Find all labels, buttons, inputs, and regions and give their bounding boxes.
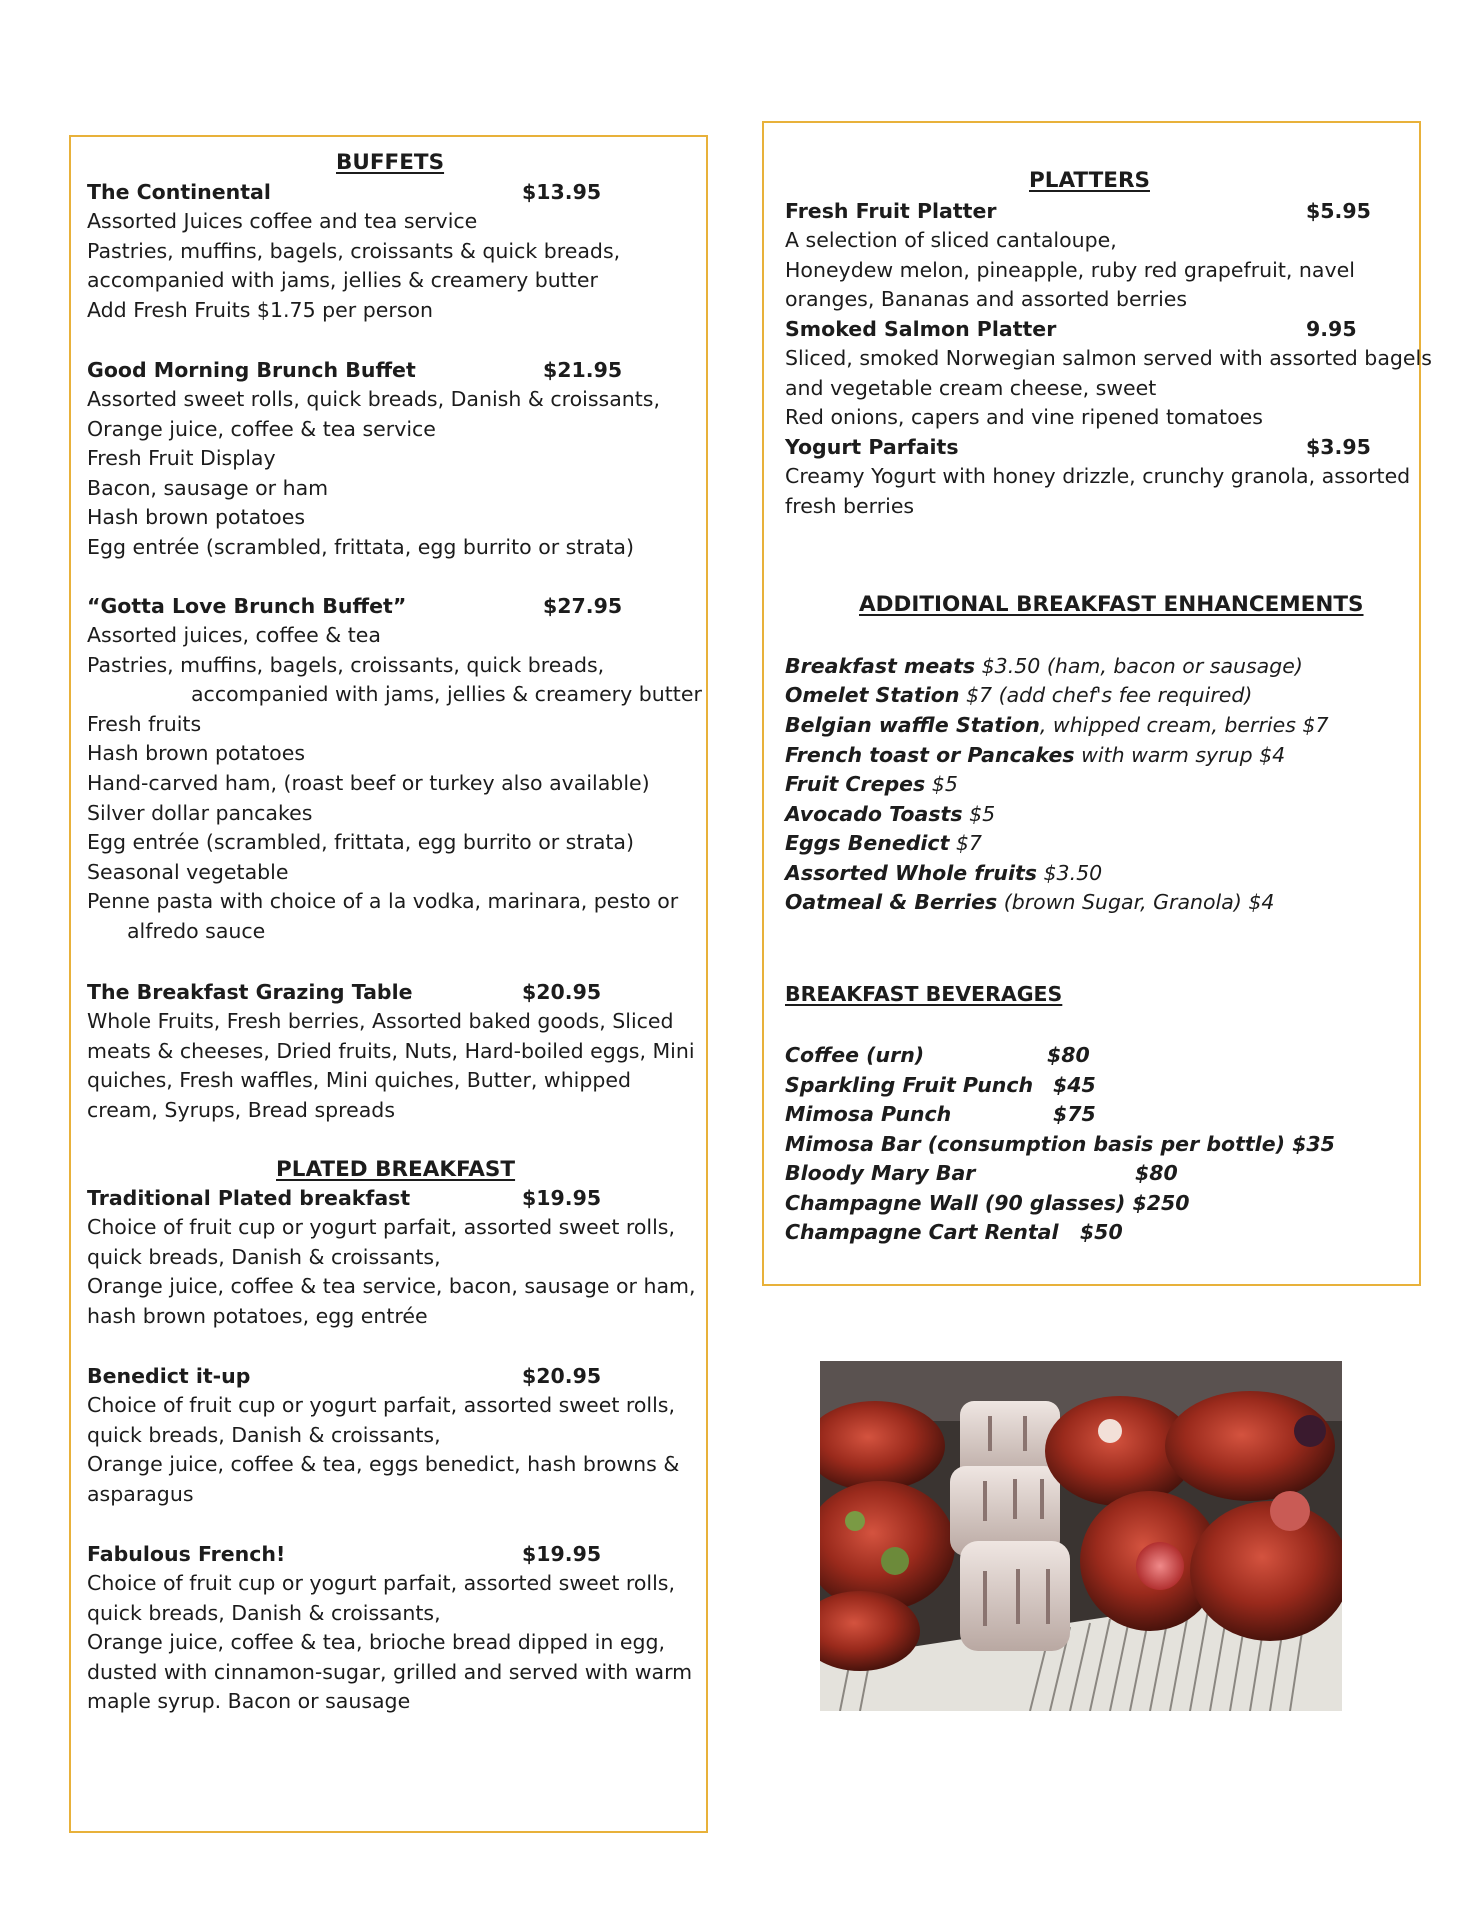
fruit-platter-description	[785, 226, 1355, 315]
salmon-platter-title: Smoked Salmon Platter	[785, 317, 1057, 341]
enhancement-detail: $3.50 (ham, bacon or sausage)	[975, 654, 1303, 678]
enhancement-item	[785, 652, 1303, 682]
enhancement-item	[785, 711, 1329, 741]
yogurt-parfaits-description	[785, 462, 1410, 521]
enhancement-name: Avocado Toasts	[785, 802, 963, 826]
description-line: Bacon, sausage or ham	[87, 475, 329, 500]
beverage-price: $45	[1053, 1073, 1096, 1097]
enhancement-detail: $3.50	[1037, 861, 1103, 885]
description-line: oranges, Bananas and assorted berries	[785, 287, 1188, 312]
good-morning-description	[87, 385, 660, 563]
fabulous-french-description	[87, 1569, 692, 1717]
yogurt-parfaits-title: Yogurt Parfaits	[785, 435, 959, 459]
enhancement-detail: $5	[925, 772, 958, 796]
beverage-price: $80	[1047, 1043, 1090, 1067]
description-line: Whole Fruits, Fresh berries, Assorted baked goods, Sliced	[87, 1009, 674, 1033]
enhancement-item	[785, 741, 1285, 771]
enhancement-detail: $7	[949, 831, 982, 855]
description-line: Creamy Yogurt with honey drizzle, crunchy granola, assorted	[785, 464, 1411, 488]
continental-title: The Continental	[87, 180, 271, 204]
description-line: Choice of fruit cup or yogurt parfait, assorted sweet rolls,	[87, 1571, 676, 1595]
description-line: Hash brown potatoes	[87, 505, 306, 530]
beverage-price: $35	[1292, 1132, 1335, 1156]
salmon-platter-description	[785, 344, 1432, 433]
enhancement-detail: , whipped cream, berries $7	[1039, 713, 1329, 737]
description-line: Assorted juices, coffee & tea	[87, 623, 381, 647]
grazing-table-price: $20.95	[522, 980, 602, 1004]
description-line: alfredo sauce	[127, 918, 266, 943]
grazing-table-title: The Breakfast Grazing Table	[87, 980, 413, 1004]
description-line: cream, Syrups, Bread spreads	[87, 1097, 396, 1122]
description-line: quiches, Fresh waffles, Mini quiches, Butter, whipped	[87, 1068, 632, 1093]
description-line: Pastries, muffins, bagels, croissants & quick breads,	[87, 238, 621, 263]
description-line: A selection of sliced cantaloupe,	[785, 228, 1117, 252]
enhancement-item	[785, 800, 995, 830]
beverage-item	[785, 1189, 1190, 1219]
description-line: quick breads, Danish & croissants,	[87, 1600, 441, 1625]
description-line: Fresh fruits	[87, 711, 202, 736]
traditional-plated-description	[87, 1213, 696, 1331]
description-line: Pastries, muffins, bagels, croissants, quick breads,	[87, 652, 605, 677]
description-line: Seasonal vegetable	[87, 859, 289, 884]
enhancement-name: Eggs Benedict	[785, 831, 950, 855]
platters-heading: PLATTERS	[1029, 168, 1150, 193]
description-line: Sliced, smoked Norwegian salmon served with assorted bagels	[785, 346, 1432, 370]
enhancement-name: Breakfast meats	[785, 654, 976, 678]
description-line: hash brown potatoes, egg entrée	[87, 1303, 428, 1328]
description-line: Hash brown potatoes	[87, 741, 306, 766]
good-morning-price: $21.95	[543, 358, 623, 382]
beverage-item	[785, 1130, 1335, 1160]
traditional-plated-title: Traditional Plated breakfast	[87, 1186, 411, 1210]
description-line: accompanied with jams, jellies & creamery butter	[87, 268, 598, 293]
description-line: and vegetable cream cheese, sweet	[785, 375, 1157, 400]
beverage-name: Champagne Wall (90 glasses)	[785, 1191, 1126, 1215]
continental-price: $13.95	[522, 180, 602, 204]
enhancement-item	[785, 888, 1274, 918]
description-line: Egg entrée (scrambled, frittata, egg burrito or strata)	[87, 830, 634, 855]
benedict-description	[87, 1391, 679, 1509]
pastries-photo	[820, 1361, 1342, 1711]
plated-breakfast-heading: PLATED BREAKFAST	[276, 1157, 516, 1182]
beverages-heading: BREAKFAST BEVERAGES	[785, 982, 1063, 1006]
benedict-price: $20.95	[522, 1364, 602, 1388]
description-line: dusted with cinnamon-sugar, grilled and served with warm	[87, 1659, 693, 1684]
continental-description	[87, 207, 620, 325]
description-line: Hand-carved ham, (roast beef or turkey also available)	[87, 770, 650, 795]
buffets-heading: BUFFETS	[336, 150, 445, 175]
description-line: quick breads, Danish & croissants,	[87, 1422, 441, 1447]
enhancement-item	[785, 829, 982, 859]
beverage-name: Bloody Mary Bar	[785, 1161, 976, 1185]
fabulous-french-title: Fabulous French!	[87, 1542, 286, 1566]
beverage-name: Champagne Cart Rental	[785, 1220, 1059, 1244]
gotta-love-price: $27.95	[543, 594, 623, 618]
description-line: meats & cheeses, Dried fruits, Nuts, Hard-boiled eggs, Mini	[87, 1038, 695, 1063]
enhancement-name: Belgian waffle Station	[785, 713, 1040, 737]
beverage-price: $50	[1079, 1220, 1123, 1244]
description-line: accompanied with jams, jellies & creamery butter	[191, 682, 702, 707]
description-line: Fresh Fruit Display	[87, 446, 276, 471]
enhancements-heading: ADDITIONAL BREAKFAST ENHANCEMENTS	[859, 592, 1364, 617]
beverage-item	[785, 1218, 1123, 1248]
salmon-platter-price: 9.95	[1306, 317, 1357, 341]
fabulous-french-price: $19.95	[522, 1542, 602, 1566]
description-line: fresh berries	[785, 493, 915, 518]
description-line: Orange juice, coffee & tea service	[87, 416, 436, 441]
gotta-love-description	[87, 621, 702, 947]
gotta-love-title: “Gotta Love Brunch Buffet”	[87, 594, 407, 618]
beverage-name: Mimosa Punch	[785, 1102, 952, 1126]
description-line: Red onions, capers and vine ripened tomatoes	[785, 405, 1263, 430]
description-line: Orange juice, coffee & tea service, bacon, sausage or ham,	[87, 1274, 696, 1299]
enhancement-name: Oatmeal & Berries	[785, 890, 998, 914]
beverage-price: $75	[1053, 1102, 1096, 1126]
enhancement-name: Assorted Whole fruits	[785, 861, 1037, 885]
beverage-name: Sparkling Fruit Punch	[785, 1073, 1034, 1097]
beverage-price: $80	[1135, 1161, 1178, 1185]
description-line: Egg entrée (scrambled, frittata, egg burrito or strata)	[87, 534, 634, 559]
enhancement-name: French toast or Pancakes	[785, 743, 1075, 767]
description-line: Honeydew melon, pineapple, ruby red grapefruit, navel	[785, 257, 1355, 282]
enhancement-detail: (brown Sugar, Granola) $4	[997, 890, 1275, 914]
enhancement-item	[785, 770, 958, 800]
grazing-table-description	[87, 1007, 695, 1125]
enhancement-detail: $7 (add chef's fee required)	[959, 683, 1253, 707]
enhancement-item	[785, 681, 1252, 711]
description-line: Orange juice, coffee & tea, eggs benedict, hash browns &	[87, 1452, 680, 1477]
enhancement-name: Omelet Station	[785, 683, 960, 707]
beverage-price: $250	[1132, 1191, 1190, 1215]
description-line: Silver dollar pancakes	[87, 800, 313, 825]
beverage-name: Mimosa Bar (consumption basis per bottle)	[785, 1132, 1285, 1156]
description-line: Penne pasta with choice of a la vodka, marinara, pesto or	[87, 889, 679, 914]
description-line: Choice of fruit cup or yogurt parfait, assorted sweet rolls,	[87, 1215, 676, 1239]
traditional-plated-price: $19.95	[522, 1186, 602, 1210]
description-line: quick breads, Danish & croissants,	[87, 1244, 441, 1269]
good-morning-title: Good Morning Brunch Buffet	[87, 358, 416, 382]
description-line: Assorted Juices coffee and tea service	[87, 209, 478, 233]
description-line: Orange juice, coffee & tea, brioche bread dipped in egg,	[87, 1630, 665, 1655]
enhancement-name: Fruit Crepes	[785, 772, 926, 796]
beverage-name: Coffee (urn)	[785, 1043, 925, 1067]
yogurt-parfaits-price: $3.95	[1306, 435, 1371, 459]
description-line: asparagus	[87, 1481, 194, 1506]
description-line: Choice of fruit cup or yogurt parfait, assorted sweet rolls,	[87, 1393, 676, 1417]
description-line: Assorted sweet rolls, quick breads, Danish & croissants,	[87, 387, 660, 411]
description-line: maple syrup. Bacon or sausage	[87, 1689, 411, 1714]
fruit-platter-price: $5.95	[1306, 199, 1371, 223]
enhancement-detail: with warm syrup $4	[1074, 743, 1286, 767]
description-line: Add Fresh Fruits $1.75 per person	[87, 297, 433, 322]
fruit-platter-title: Fresh Fruit Platter	[785, 199, 997, 223]
enhancement-item	[785, 859, 1102, 889]
enhancement-detail: $5	[962, 802, 996, 826]
benedict-title: Benedict it-up	[87, 1364, 251, 1388]
